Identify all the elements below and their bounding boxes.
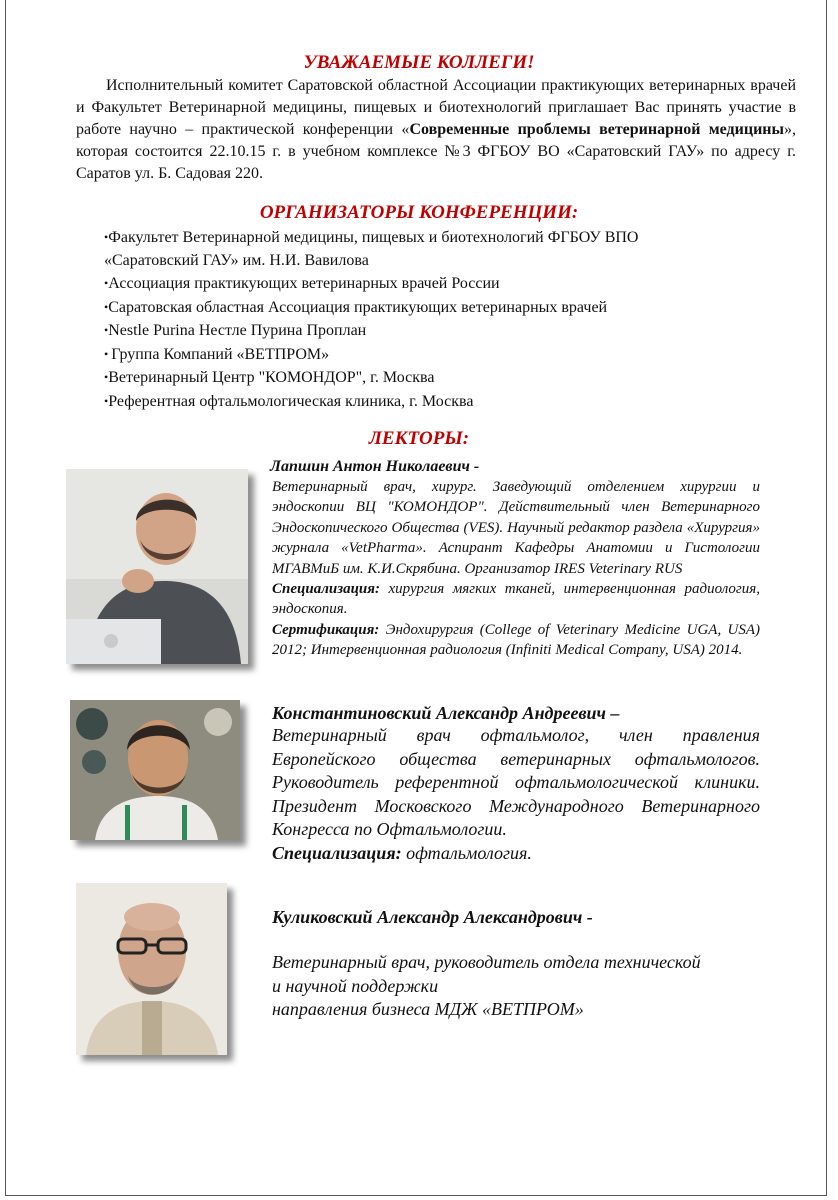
intro-text-after: », которая состоится 22.10.15 г. в учебном комплексе №3 ФГБОУ ВО «Саратовский ГАУ» по адресу г. Саратов ул. Б. Садовая 220. [76, 121, 797, 182]
list-item [104, 366, 764, 390]
lecturer-name: Константиновский Александр Андреевич – [272, 703, 620, 723]
bullet-icon: • [104, 393, 109, 408]
spec-label: Специализация: [272, 842, 402, 863]
organizer-text: Nestle Purina Нестле Пурина Проплан [108, 322, 367, 339]
organizer-text: Саратовская областная Ассоциация практикующих ветеринарных врачей [108, 298, 608, 316]
lecturer-bio: Ветеринарный врач, хирург. Заведующий отделением хирургии и эндоскопии ВЦ "КОМОНДОР". Действительный член Ветеринарного Эндоскопического Общества (VES). Научный редактор раздела «Хирургия» журнала «VetPharma». Аспирант Кафедры Анатомии и Гистологии МГАВМиБ им. К.И.Скрябина. Организатор IRES Veterinary RUS [272, 479, 760, 577]
spec-value: офтальмология. [406, 842, 532, 863]
lecturers-heading: ЛЕКТОРЫ: [368, 428, 470, 449]
organizer-text: Референтная офтальмологическая клиника, г. Москва [108, 392, 474, 410]
organizers-heading: ОРГАНИЗАТОРЫ КОНФЕРЕНЦИИ: [259, 202, 579, 223]
organizers-list [104, 226, 764, 413]
bullet-icon: • [104, 323, 109, 337]
lecturer-name: Куликовский Александр Александрович - [272, 907, 593, 927]
intro-paragraph [76, 75, 796, 185]
bullet-icon: • [104, 370, 109, 384]
lecturer-lapshin [272, 457, 760, 661]
list-item [104, 296, 764, 320]
cert-value: Эндохирургия (College of Veterinary Medicine UGA, USA) 2012; Интервенционная радиология (Infiniti Medical Company, USA) 2014. [272, 621, 761, 659]
lecturer-bio-line: и научной поддержки [272, 975, 439, 996]
organizer-text: Ветеринарный Центр "КОМОНДОР", г. Москва [108, 369, 435, 386]
lecturer-photo-kulikovsky [76, 883, 227, 1055]
lecturer-name: Лапшин Антон Николаевич - [270, 458, 480, 475]
list-item [104, 319, 764, 343]
intro-text-before: Исполнительный комитет Саратовской областной Ассоциации практикующих ветеринарных врачей и Факультет Ветеринарной медицины, пищевых и биотехнологий приглашает Вас принять участие в работе научно – практической конференции « [76, 77, 796, 138]
bullet-icon: • [104, 276, 109, 290]
lecturer-konstantinovsky [272, 702, 760, 866]
lecturer-photo-lapshin [66, 469, 248, 664]
lecturer-bio: Ветеринарный врач офтальмолог, член правления Европейского общества ветеринарных офтальмологов. Руководитель референтной офтальмологической клиники. Президент Московского Международного Ветеринарного Конгресса по Офтальмологии. [272, 725, 760, 840]
spec-label: Специализация: [272, 581, 380, 598]
organizer-text: Факультет Ветеринарной медицины, пищевых и биотехнологий ФГБОУ ВПО [108, 229, 639, 246]
spec-value: хирургия мягких тканей, интервенционная радиология, эндоскопия. [272, 581, 761, 618]
list-item [104, 390, 764, 414]
page-title: УВАЖАЕМЫЕ КОЛЛЕГИ! [303, 52, 535, 73]
list-item [104, 343, 764, 367]
list-item [104, 272, 764, 296]
lecturer-bio [272, 951, 760, 1022]
cert-label: Сертификация: [272, 621, 380, 638]
lecturer-photo-konstantinovsky [70, 700, 240, 840]
bullet-icon: • [104, 346, 112, 361]
list-item [104, 226, 764, 272]
lecturer-specialization [272, 579, 760, 620]
lecturer-certification [272, 620, 760, 661]
lecturer-kulikovsky [272, 906, 760, 1022]
bullet-icon: • [104, 230, 109, 244]
organizer-text: Группа Компаний «ВЕТПРОМ» [111, 345, 330, 363]
lecturer-bio-line: направления бизнеса МДЖ «ВЕТПРОМ» [272, 999, 584, 1019]
organizer-text: «Саратовский ГАУ» им. Н.И. Вавилова [104, 251, 369, 269]
organizer-text: Ассоциация практикующих ветеринарных врачей России [108, 275, 500, 292]
bullet-icon: • [104, 299, 109, 314]
conference-name: Современные проблемы ветеринарной медицины [409, 121, 785, 138]
lecturer-specialization [272, 842, 760, 866]
lecturer-bio-line: Ветеринарный врач, руководитель отдела технической [272, 952, 701, 972]
